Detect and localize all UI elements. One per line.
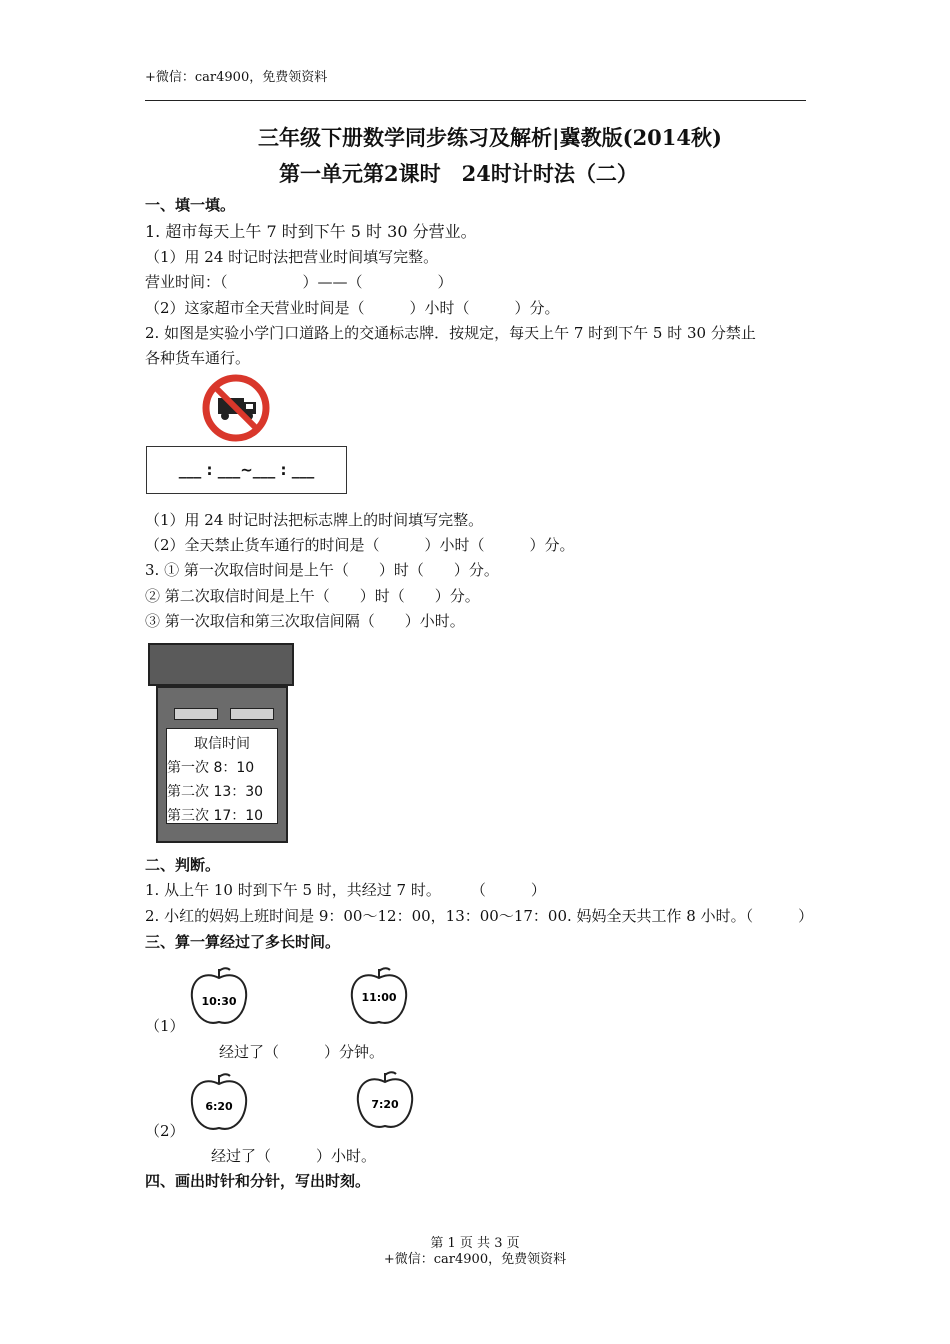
apple-time-2: 11:00 <box>361 991 397 1004</box>
s1-q1-2: （2）这家超市全天营业时间是（ ）小时（ ）分。 <box>145 299 560 317</box>
mailbox-slot <box>230 708 274 720</box>
apple-time-4: 7:20 <box>371 1098 399 1111</box>
no-truck-sign-icon <box>196 372 276 444</box>
s1-q3-3: ③ 第一次取信和第三次取信间隔（ ）小时。 <box>145 612 465 630</box>
s2-q2: 2. 小红的妈妈上班时间是 9：00～12：00，13：00～17：00. 妈妈全天共工作 8 小时。（ ） <box>145 907 814 925</box>
apple-clock-icon <box>352 1068 418 1132</box>
s3-p1-label: （1） <box>145 1017 185 1035</box>
header-rule <box>145 100 806 101</box>
mailbox-row-3: 第三次 17：10 <box>167 808 264 824</box>
mailbox-body <box>156 686 288 843</box>
s1-q2-2: （2）全天禁止货车通行的时间是（ ）小时（ ）分。 <box>145 536 575 554</box>
footer-watermark: +微信：car4900，免费领资料 <box>383 1252 567 1267</box>
apple-time-3: 6:20 <box>205 1100 233 1113</box>
doc-subtitle: 第一单元第2课时 24时计时法（二） <box>279 161 638 186</box>
s1-q1: 1. 超市每天上午 7 时到下午 5 时 30 分营业。 <box>145 222 477 241</box>
section-3-heading: 三、算一算经过了多长时间。 <box>145 933 341 951</box>
mailbox-top <box>148 643 294 686</box>
section-2-heading: 二、判断。 <box>145 856 221 874</box>
s1-q3-1: 3. ① 第一次取信时间是上午（ ）时（ ）分。 <box>145 561 499 579</box>
apple-clock-icon <box>346 964 412 1028</box>
s3-p1-answer: 经过了（ ）分钟。 <box>219 1043 385 1061</box>
s1-q1-1: （1）用 24 时记时法把营业时间填写完整。 <box>145 248 439 266</box>
mailbox-schedule-title: 取信时间 <box>194 736 250 752</box>
sign-time-board <box>146 446 347 494</box>
sign-time-blanks: ___ : ___~___ : ___ <box>178 461 315 479</box>
mailbox-schedule-card <box>166 728 278 824</box>
mailbox-slot <box>174 708 218 720</box>
s1-q2-line1: 2. 如图是实验小学门口道路上的交通标志牌．按规定，每天上午 7 时到下午 5 时 30 分禁止 <box>145 324 756 342</box>
s1-q2-line2: 各种货车通行。 <box>145 349 251 367</box>
header-watermark: +微信：car4900，免费领资料 <box>145 70 328 85</box>
doc-title: 三年级下册数学同步练习及解析|冀教版(2014秋) <box>258 125 722 150</box>
s1-q3-2: ② 第二次取信时间是上午（ ）时（ ）分。 <box>145 587 480 605</box>
apple-time-1: 10:30 <box>201 995 237 1008</box>
s2-q1: 1. 从上午 10 时到下午 5 时，共经过 7 时。 （ ） <box>145 881 546 899</box>
section-4-heading: 四、画出时针和分针，写出时刻。 <box>145 1172 371 1190</box>
apple-clock-icon <box>186 964 252 1028</box>
section-1-heading: 一、填一填。 <box>145 196 236 214</box>
mailbox-row-1: 第一次 8：10 <box>167 760 255 776</box>
s1-q1-hours: 营业时间：（ ）——（ ） <box>145 273 453 291</box>
s1-q2-1: （1）用 24 时记时法把标志牌上的时间填写完整。 <box>145 511 484 529</box>
s3-p2-answer: 经过了（ ）小时。 <box>211 1147 377 1165</box>
apple-clock-icon <box>186 1070 252 1134</box>
s3-p2-label: （2） <box>145 1122 185 1140</box>
page-number: 第 1 页 共 3 页 <box>430 1236 520 1251</box>
mailbox-row-2: 第二次 13：30 <box>167 784 264 800</box>
